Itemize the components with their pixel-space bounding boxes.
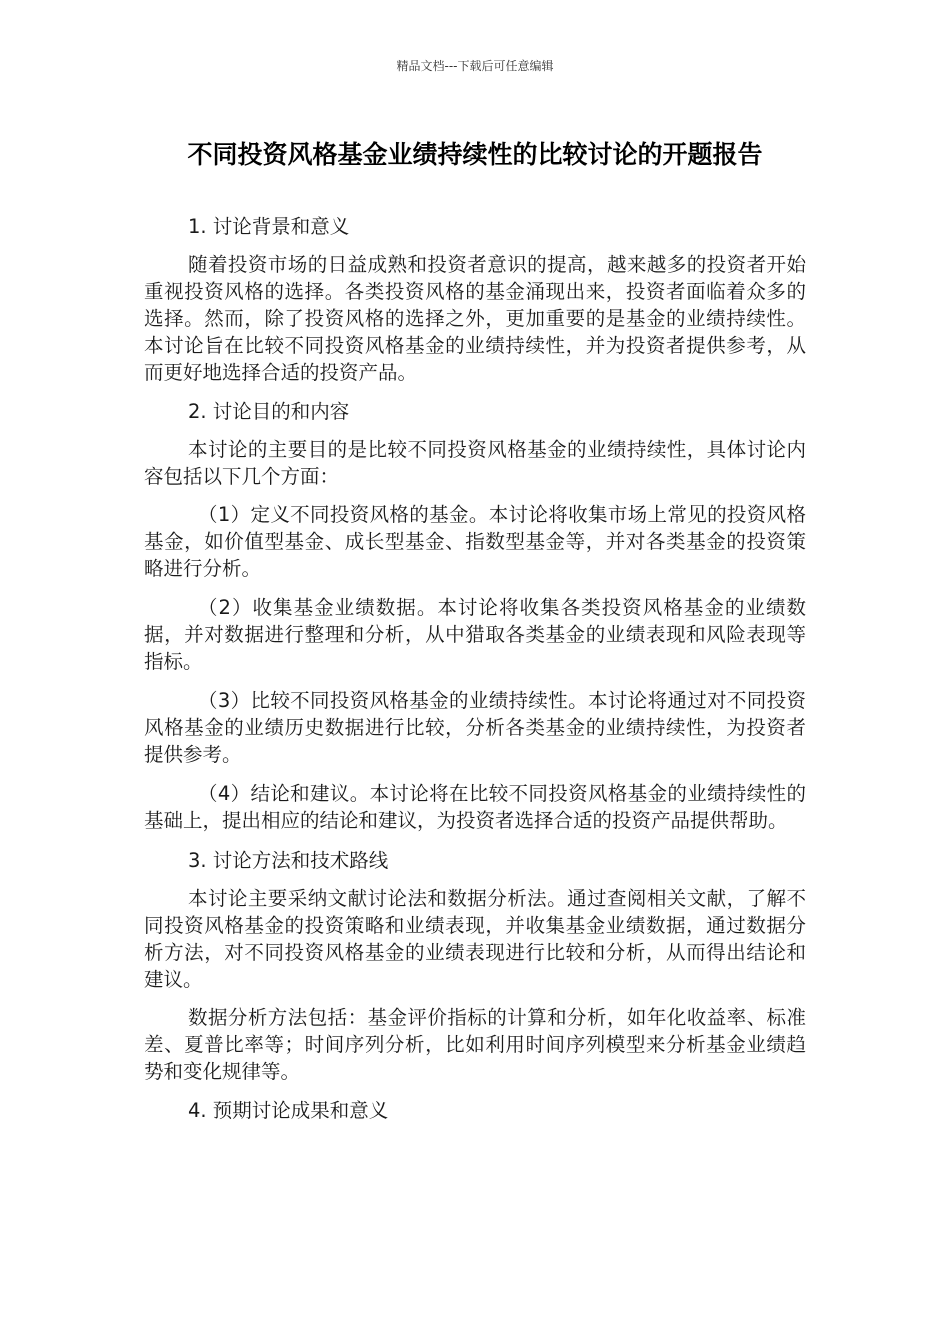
- section-2-item-1: （1）定义不同投资风格的基金。本讨论将收集市场上常见的投资风格基金，如价值型基金、成长型基金、指数型基金等，并对各类基金的投资策略进行分析。: [144, 503, 806, 580]
- section-heading-1: 1. 讨论背景和意义: [188, 215, 350, 238]
- section-2-paragraph: 本讨论的主要目的是比较不同投资风格基金的业绩持续性，具体讨论内容包括以下几个方面：: [144, 438, 806, 488]
- section-2-item-3: （3）比较不同投资风格基金的业绩持续性。本讨论将通过对不同投资风格基金的业绩历史数据进行比较，分析各类基金的业绩持续性，为投资者提供参考。: [144, 689, 806, 766]
- header-note: 精品文档---下载后可任意编辑: [396, 59, 554, 73]
- section-2-item-2: （2）收集基金业绩数据。本讨论将收集各类投资风格基金的业绩数据，并对数据进行整理和分析，从中猎取各类基金的业绩表现和风险表现等指标。: [144, 596, 806, 673]
- section-heading-3: 3. 讨论方法和技术路线: [188, 849, 389, 872]
- document-body: [144, 212, 806, 1135]
- section-3-paragraph-2: 数据分析方法包括：基金评价指标的计算和分析，如年化收益率、标准差、夏普比率等；时间序列分析，比如利用时间序列模型来分析基金业绩趋势和变化规律等。: [144, 1006, 806, 1083]
- section-3-paragraph-1: 本讨论主要采纳文献讨论法和数据分析法。通过查阅相关文献，了解不同投资风格基金的投资策略和业绩表现，并收集基金业绩数据，通过数据分析方法，对不同投资风格基金的业绩表现进行比较和分析，从而得出结论和建议。: [144, 887, 806, 991]
- section-heading-4: 4. 预期讨论成果和意义: [188, 1099, 389, 1122]
- document-title: 不同投资风格基金业绩持续性的比较讨论的开题报告: [187, 140, 763, 169]
- section-2-item-4: （4）结论和建议。本讨论将在比较不同投资风格基金的业绩持续性的基础上，提出相应的结论和建议，为投资者选择合适的投资产品提供帮助。: [144, 782, 806, 832]
- section-heading-2: 2. 讨论目的和内容: [188, 400, 350, 423]
- section-1-paragraph: 随着投资市场的日益成熟和投资者意识的提高，越来越多的投资者开始重视投资风格的选择。各类投资风格的基金涌现出来，投资者面临着众多的选择。然而，除了投资风格的选择之外，更加重要的是基金的业绩持续性。本讨论旨在比较不同投资风格基金的业绩持续性，并为投资者提供参考，从而更好地选择合适的投资产品。: [144, 253, 806, 384]
